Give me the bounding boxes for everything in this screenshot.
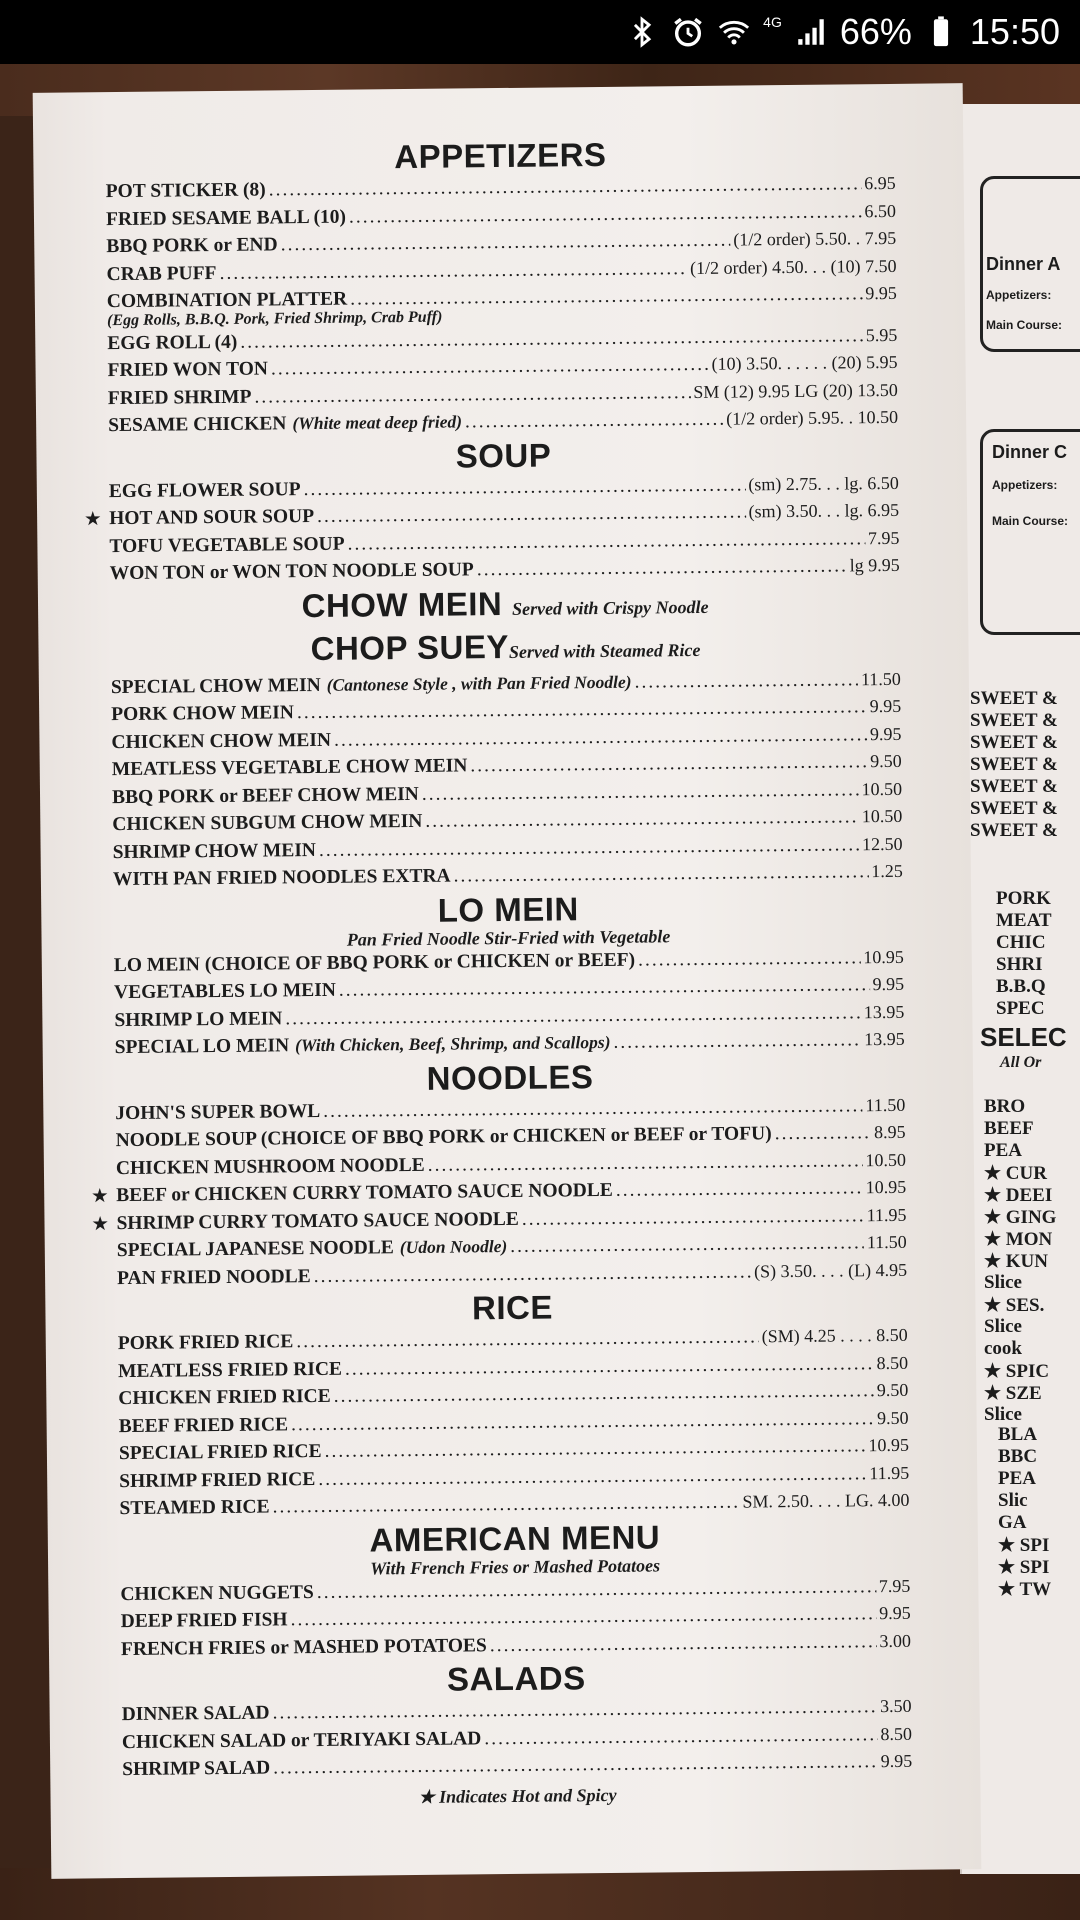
dot-leader: [272, 1489, 739, 1521]
menu-item-name: CRAB PUFF: [106, 262, 217, 285]
section-title: [110, 581, 900, 630]
right-page-item: ★ MON: [984, 1229, 1053, 1250]
section-title-text: CHOW MEIN: [301, 584, 503, 624]
dinner-c-main: Main Course:: [992, 514, 1069, 528]
menu-item-name: MEATLESS VEGETABLE CHOW MEIN: [111, 755, 468, 781]
right-page-item: Slic: [998, 1490, 1028, 1511]
right-page-item: SWEET &: [970, 754, 1058, 775]
menu-item-name: FRENCH FRIES or MASHED POTATOES: [120, 1634, 487, 1660]
menu-item-price: (SM) 4.25 . . . . 8.50: [761, 1324, 908, 1347]
menu-item-price: 10.95: [868, 1434, 909, 1456]
right-page-item: ★ SPIC: [984, 1361, 1050, 1382]
menu-item-price: 3.00: [879, 1630, 912, 1651]
clock: 15:50: [969, 11, 1060, 52]
dot-leader: [522, 1202, 864, 1233]
right-page-item: Slice: [984, 1316, 1022, 1337]
menu-item-name: FRIED WON TON: [107, 358, 269, 382]
menu-item-price: 9.95: [879, 1602, 911, 1624]
menu-item-note: (White meat deep fried): [292, 411, 463, 434]
menu-item-price: 7.95: [878, 1575, 911, 1596]
menu-item-price: 9.95: [865, 282, 897, 304]
dinner-a-title: Dinner A: [986, 254, 1061, 274]
menu-item-note: (Udon Noodle): [399, 1236, 508, 1258]
menu-item-price: 6.95: [864, 172, 896, 194]
menu-item-name: VEGETABLES LO MEIN: [113, 979, 336, 1004]
menu-item-price: 10.50: [865, 1149, 906, 1170]
right-page-item: ★ DEEI: [984, 1185, 1053, 1206]
menu-item-name: TOFU VEGETABLE SOUP: [109, 533, 345, 557]
menu-item-price: 13.95: [863, 1001, 905, 1022]
menu-item-name: DINNER SALAD: [121, 1702, 270, 1726]
menu-item-name: EGG ROLL (4): [107, 331, 238, 354]
right-page-subheading: All Or: [1000, 1054, 1042, 1071]
dot-leader: [510, 1229, 864, 1260]
menu-item-price: (1/2 order) 5.95. . 10.50: [726, 406, 899, 429]
right-page-item: SWEET &: [970, 798, 1058, 819]
menu-item-name: FRIED SHRIMP: [107, 386, 252, 409]
menu-item-name: WON TON or WON TON NOODLE SOUP: [109, 559, 474, 585]
wifi-icon: [717, 15, 751, 49]
dot-leader: [477, 552, 847, 583]
menu-item-price: 8.95: [873, 1121, 906, 1143]
menu-item-name: CHICKEN SUBGUM CHOW MEIN: [112, 810, 423, 836]
menu-item-name: SHRIMP FRIED RICE: [119, 1468, 316, 1492]
menu-item-name: SPECIAL CHOW MEIN: [110, 674, 321, 698]
menu-item-price: 1.25: [871, 860, 903, 882]
section-title-text: NOODLES: [426, 1057, 594, 1097]
menu-item-name: CHICKEN FRIED RICE: [118, 1385, 331, 1410]
spicy-legend: ★ Indicates Hot and Spicy: [418, 1784, 617, 1807]
right-page-item: Slice: [984, 1272, 1022, 1293]
dot-leader: [634, 666, 858, 696]
menu-item-note: (Cantonese Style , with Pan Fried Noodle): [326, 671, 632, 695]
menu-item-price: 8.50: [876, 1352, 909, 1373]
dinner-a-appetizers: Appetizers:: [986, 288, 1052, 302]
menu-item-price: 9.50: [876, 1407, 909, 1428]
right-page-item: BEEF: [984, 1118, 1034, 1139]
menu-item-price: 9.50: [876, 1379, 909, 1401]
section-title-text: RICE: [471, 1288, 554, 1327]
dot-leader: [453, 858, 868, 890]
right-page-item: ★ KUN: [984, 1251, 1049, 1272]
menu-item-desc-text: (Egg Rolls, B.B.Q. Pork, Fried Shrimp, Crab Puff): [106, 308, 443, 329]
menu-item-price: 9.95: [880, 1750, 913, 1772]
menu-item-price: (sm) 2.75. . . lg. 6.50: [748, 472, 899, 494]
dot-leader: [490, 1628, 877, 1660]
right-page-item: ★ SPI: [998, 1535, 1050, 1556]
section-title-text: AMERICAN MENU: [369, 1517, 661, 1558]
menu-item-price: (1/2 order) 5.50. . 7.95: [733, 227, 897, 250]
menu-item-name: BBQ PORK or BEEF CHOW MEIN: [111, 783, 419, 808]
right-page-item: ★ GING: [984, 1207, 1057, 1228]
right-page-item: SWEET &: [970, 776, 1058, 797]
status-bar: [0, 0, 1080, 64]
bluetooth-icon: [625, 15, 659, 49]
menu-item-name: BBQ PORK or END: [106, 234, 278, 258]
menu-item-name: PORK FRIED RICE: [117, 1331, 294, 1355]
menu-item-name: EGG FLOWER SOUP: [108, 478, 301, 502]
right-page-item: ★ SES.: [984, 1295, 1045, 1316]
menu-item-name: WITH PAN FRIED NOODLES EXTRA: [112, 865, 451, 891]
right-page-item: SWEET &: [970, 688, 1058, 709]
menu-item-name: SPECIAL JAPANESE NOODLE: [116, 1237, 394, 1262]
menu-item-name: SHRIMP CHOW MEIN: [112, 839, 317, 863]
menu-item-name: SHRIMP LO MEIN: [114, 1007, 283, 1031]
right-page-item: ★ SZE: [984, 1383, 1042, 1404]
menu-item-name: CHICKEN CHOW MEIN: [111, 729, 332, 753]
menu-item-price: 11.50: [860, 668, 901, 689]
network-type: 4G: [763, 14, 782, 30]
dinner-c-title: Dinner C: [992, 442, 1068, 462]
menu-item-name: SPECIAL LO MEIN: [114, 1035, 290, 1059]
section-title-note: Served with Steamed Rice: [508, 639, 701, 662]
menu-item-price: 9.95: [872, 973, 905, 995]
menu-item-name: NOODLE SOUP (CHOICE OF BBQ PORK or CHICKEN or BEEF or TOFU): [115, 1123, 772, 1152]
menu-item-price: 6.50: [864, 200, 897, 221]
menu-item-name: LO MEIN (CHOICE OF BBQ PORK or CHICKEN or BEEF): [113, 949, 636, 976]
menu-item-price: 10.50: [861, 805, 903, 827]
right-page-item: GA: [998, 1512, 1027, 1533]
dot-leader: [638, 944, 860, 974]
right-page-item: ★ SPI: [998, 1557, 1050, 1578]
right-page-item: SHRI: [996, 954, 1043, 975]
right-page-item: MEAT: [996, 910, 1052, 931]
dot-leader: [616, 1174, 863, 1204]
menu-page: [33, 83, 982, 1879]
menu-item-price: 11.95: [866, 1204, 907, 1225]
menu-item-name: PORK CHOW MEIN: [111, 702, 295, 726]
right-page-item: SWEET &: [970, 820, 1058, 841]
dot-leader: [613, 1026, 861, 1056]
menu-item-name: SPECIAL FRIED RICE: [118, 1440, 322, 1465]
menu-item-price: 11.95: [869, 1462, 910, 1483]
menu-item-name: COMBINATION PLATTER: [106, 288, 348, 313]
menu-item-price: 9.95: [869, 695, 902, 717]
menu-item-name: PAN FRIED NOODLE: [116, 1265, 311, 1289]
menu-item-name: CHICKEN MUSHROOM NOODLE: [115, 1154, 425, 1179]
menu-item-price: 12.50: [861, 833, 903, 854]
menu-item-price: 8.50: [880, 1723, 913, 1744]
menu-item-price: 9.50: [870, 750, 902, 772]
dinner-c-appetizers: Appetizers:: [992, 478, 1058, 492]
menu-item-name: MEATLESS FRIED RICE: [117, 1358, 343, 1382]
menu-item-note: (With Chicken, Beef, Shrimp, and Scallops): [295, 1031, 611, 1056]
dot-leader: [470, 748, 867, 780]
right-page-item: PEA: [998, 1468, 1036, 1489]
section-title-note: Served with Crispy Noodle: [511, 596, 709, 619]
menu-item-price: 11.50: [865, 1094, 906, 1115]
section-title-text: SOUP: [455, 436, 552, 475]
dinner-a-main: Main Course:: [986, 318, 1063, 332]
right-page-item: ★ TW: [998, 1579, 1052, 1600]
right-page-item: B.B.Q: [996, 976, 1046, 997]
dot-leader: [465, 406, 723, 436]
menu-item-name: CHICKEN SALAD or TERIYAKI SALAD: [121, 1727, 482, 1753]
spicy-star-icon: ★: [92, 1213, 108, 1233]
right-page-item: BLA: [998, 1424, 1038, 1445]
signal-icon: [794, 15, 828, 49]
section-title-text: CHOP SUEY: [310, 627, 510, 667]
menu-item-price: 11.50: [866, 1231, 907, 1253]
section-subtitle: Pan Fried Noodle Stir-Fried with Vegetable: [346, 925, 671, 950]
battery-percent: 66%: [839, 11, 912, 52]
right-page-item: ★ CUR: [984, 1163, 1047, 1184]
menu-item-name: FRIED SESAME BALL (10): [105, 206, 347, 230]
menu-item-price: 3.50: [880, 1695, 912, 1717]
menu-item-price: SM (12) 9.95 LG (20) 13.50: [693, 379, 898, 402]
menu-item-name: BEEF FRIED RICE: [118, 1413, 289, 1437]
menu-item-price: SM. 2.50. . . . LG. 4.00: [742, 1489, 910, 1512]
menu-column: [85, 132, 913, 1811]
menu-item-price: lg 9.95: [849, 554, 900, 576]
menu-item-price: 10.95: [863, 946, 904, 967]
menu-item-name: SHRIMP CURRY TOMATO SAUCE NOODLE: [116, 1208, 519, 1234]
menu-item-price: 10.95: [865, 1176, 907, 1198]
alarm-icon: [671, 15, 705, 49]
menu-item-name: JOHN'S SUPER BOWL: [115, 1100, 321, 1124]
menu-item-price: (S) 3.50. . . . (L) 4.95: [753, 1259, 908, 1281]
section-title-text: LO MEIN: [437, 889, 579, 929]
section-title-text: APPETIZERS: [394, 135, 607, 176]
right-page-item: SWEET &: [970, 732, 1058, 753]
menu-item-name: HOT AND SOUR SOUP: [109, 505, 315, 530]
menu-item-name: STEAMED RICE: [119, 1496, 270, 1520]
menu-item-price: 13.95: [864, 1028, 905, 1050]
dot-leader: [775, 1119, 872, 1148]
dot-leader: [273, 1748, 878, 1782]
right-page-heading: SELEC: [980, 1022, 1067, 1052]
spicy-star-icon: ★: [92, 1186, 108, 1206]
right-page-item: SWEET &: [970, 710, 1058, 731]
menu-item-name: DEEP FRIED FISH: [120, 1609, 288, 1633]
menu-item-price: (10) 3.50. . . . . . (20) 5.95: [711, 351, 898, 374]
menu-item-name: POT STICKER (8): [105, 179, 266, 203]
menu-item-price: 5.95: [865, 324, 898, 345]
section-title-text: SALADS: [446, 1659, 586, 1698]
battery-icon: [924, 15, 958, 49]
menu-item-name: SHRIMP SALAD: [122, 1757, 271, 1781]
right-page-item: Slice: [984, 1404, 1022, 1425]
menu-item-name: CHICKEN NUGGETS: [120, 1581, 314, 1605]
menu-item-price: 9.95: [869, 723, 902, 744]
right-page-item: SPEC: [996, 998, 1045, 1019]
menu-item-price: (sm) 3.50. . . lg. 6.95: [748, 499, 900, 522]
right-page-item: BBC: [998, 1446, 1038, 1467]
dot-leader: [314, 1258, 752, 1290]
right-page-item: CHIC: [996, 932, 1046, 953]
right-page-item: PORK: [996, 888, 1051, 909]
right-page-item: BRO: [984, 1096, 1026, 1117]
menu-item-price: 10.50: [861, 778, 903, 799]
right-page-item: cook: [984, 1338, 1022, 1359]
right-page-item: PEA: [984, 1140, 1022, 1161]
section-subtitle: With French Fries or Mashed Potatoes: [370, 1554, 661, 1578]
dot-leader: [484, 1721, 877, 1753]
menu-item-price: 7.95: [867, 527, 900, 548]
menu-item-name: SESAME CHICKEN: [108, 413, 287, 437]
spicy-star-icon: ★: [85, 509, 101, 529]
menu-item-name: BEEF or CHICKEN CURRY TOMATO SAUCE NOODLE: [116, 1179, 613, 1207]
menu-item-price: (1/2 order) 4.50. . . (10) 7.50: [689, 255, 897, 278]
